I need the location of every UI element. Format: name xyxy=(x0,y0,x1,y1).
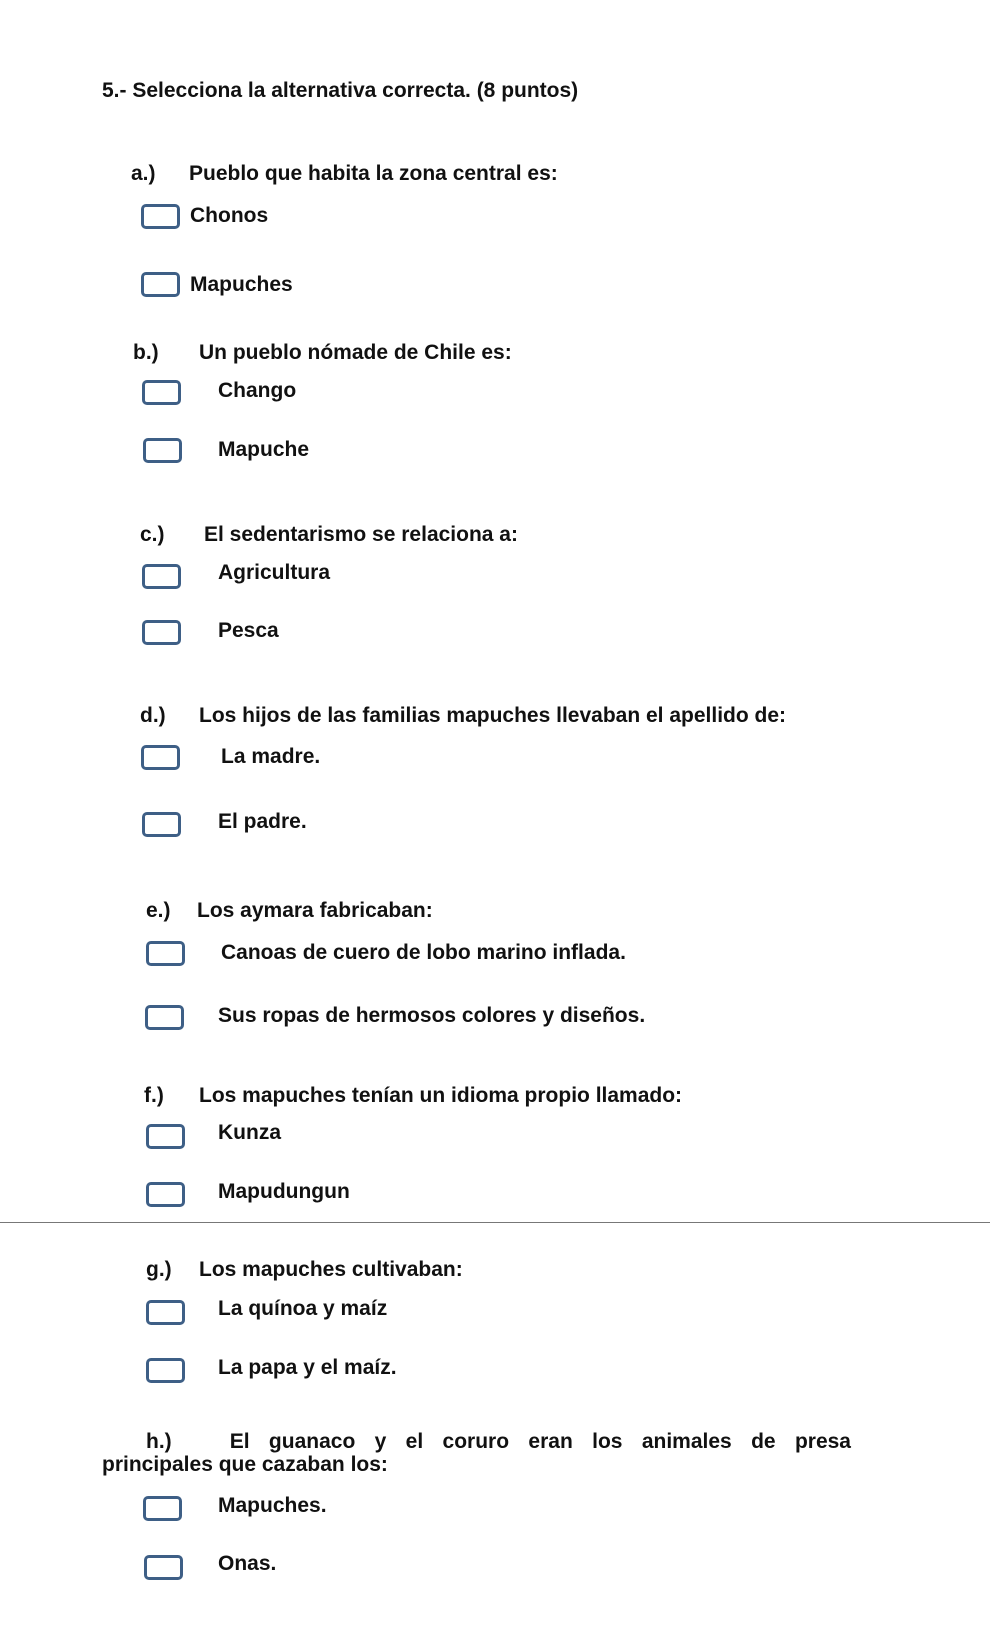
checkbox-b-2[interactable] xyxy=(143,438,182,463)
question-h-text-2: principales que cazaban los: xyxy=(102,1453,388,1476)
option-g-1-label: La quínoa y maíz xyxy=(218,1297,388,1320)
option-h-2-label: Onas. xyxy=(218,1552,277,1575)
checkbox-f-2[interactable] xyxy=(146,1182,185,1207)
option-f-2-label: Mapudungun xyxy=(218,1180,350,1203)
option-g-2-label: La papa y el maíz. xyxy=(218,1356,397,1379)
question-h-letter: h.) xyxy=(146,1430,172,1453)
checkbox-a-2[interactable] xyxy=(141,272,180,297)
checkbox-h-2[interactable] xyxy=(144,1555,183,1580)
question-c-text: El sedentarismo se relaciona a: xyxy=(204,523,518,546)
option-h-1-label: Mapuches. xyxy=(218,1494,327,1517)
option-b-1-label: Chango xyxy=(218,379,297,402)
option-c-2-label: Pesca xyxy=(218,619,279,642)
question-d-letter: d.) xyxy=(140,704,166,727)
question-h-line1 xyxy=(146,1430,851,1454)
option-d-2-label: El padre. xyxy=(218,810,307,833)
checkbox-g-2[interactable] xyxy=(146,1358,185,1383)
question-g-text: Los mapuches cultivaban: xyxy=(199,1258,463,1281)
option-a-1-label: Chonos xyxy=(190,204,269,227)
checkbox-g-1[interactable] xyxy=(146,1300,185,1325)
question-c-letter: c.) xyxy=(140,523,165,546)
checkbox-f-1[interactable] xyxy=(146,1124,185,1149)
question-g-letter: g.) xyxy=(146,1258,172,1281)
checkbox-e-2[interactable] xyxy=(145,1005,184,1030)
question-f-letter: f.) xyxy=(144,1084,164,1107)
question-b-text: Un pueblo nómade de Chile es: xyxy=(199,341,512,364)
option-c-1-label: Agricultura xyxy=(218,561,331,584)
option-b-2-label: Mapuche xyxy=(218,438,310,461)
option-e-1-label: Canoas de cuero de lobo marino inflada. xyxy=(221,941,626,964)
question-e-text: Los aymara fabricaban: xyxy=(197,899,433,922)
question-f-text: Los mapuches tenían un idioma propio llamado: xyxy=(199,1084,683,1107)
option-d-1-label: La madre. xyxy=(221,745,321,768)
question-a-letter: a.) xyxy=(131,162,156,185)
checkbox-b-1[interactable] xyxy=(142,380,181,405)
checkbox-d-1[interactable] xyxy=(141,745,180,770)
page-title: 5.- Selecciona la alternativa correcta. (8 puntos) xyxy=(102,79,579,102)
question-h-text-1: El guanaco y el coruro eran los animales de presa xyxy=(229,1430,851,1453)
option-f-1-label: Kunza xyxy=(218,1121,281,1144)
checkbox-c-1[interactable] xyxy=(142,564,181,589)
page-divider xyxy=(0,1222,990,1223)
question-d-text: Los hijos de las familias mapuches llevaban el apellido de: xyxy=(199,704,787,727)
checkbox-a-1[interactable] xyxy=(141,204,180,229)
question-a-text: Pueblo que habita la zona central es: xyxy=(189,162,558,185)
option-e-2-label: Sus ropas de hermosos colores y diseños. xyxy=(218,1004,646,1027)
checkbox-d-2[interactable] xyxy=(142,812,181,837)
checkbox-e-1[interactable] xyxy=(146,941,185,966)
option-a-2-label: Mapuches xyxy=(190,273,293,296)
checkbox-h-1[interactable] xyxy=(143,1496,182,1521)
question-e-letter: e.) xyxy=(146,899,171,922)
question-b-letter: b.) xyxy=(133,341,159,364)
checkbox-c-2[interactable] xyxy=(142,620,181,645)
